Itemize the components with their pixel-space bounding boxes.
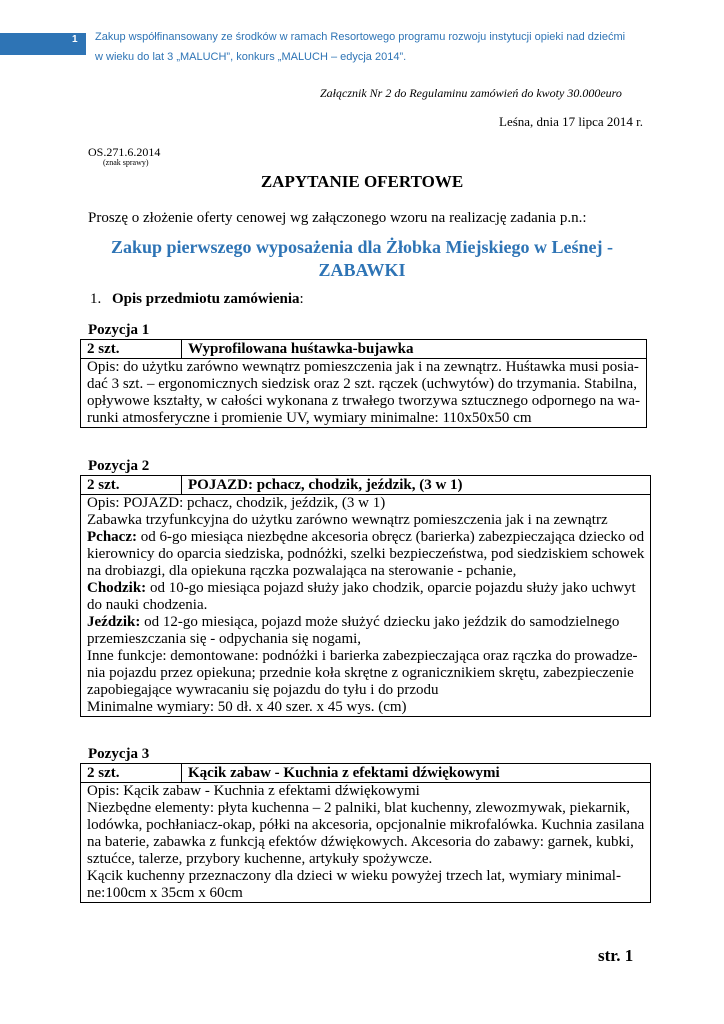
description-line [87,614,644,631]
description-text: Opis: do użytku zarówno wewnątrz pomieszczenia jak i na zewnątrz. Huśtawka musi posia- [87,359,639,375]
description-text: od 6-go miesiąca niezbędne akcesoria obręcz (barierka) zabezpieczająca dziecko od [136,529,645,545]
description-line [87,868,644,885]
description-term: Chodzik: [87,580,147,596]
description-line [87,529,644,546]
description-text: Inne funkcje: demontowane: podnóżki i barierka zabezpieczająca oraz rączka do prowadze- [87,648,638,664]
position-2-label: Pozycja 2 [88,458,150,474]
description-text: Zabawka trzyfunkcyjna do użytku zarówno wewnątrz pomieszczenia jak i na zewnątrz [87,512,608,528]
description-text: na baterie, zabawka z funkcją efektów dźwiękowych. Akcesoria do zabawy: garnek, kubki, [87,834,634,850]
description-text: przemieszczania się - odpychania się nogami, [87,631,362,647]
section-number: 1. [90,291,102,307]
description-text: nia pojazdu przez opiekuna; przednie koła skrętne z ogranicznikiem skrętu, zabezpieczenie [87,665,634,681]
position-2-qty: 2 szt. [81,476,182,495]
description-term: Pchacz: [87,529,137,545]
description-line [87,393,640,410]
subject-line-2: ZABAWKI [318,260,406,280]
description-text: dać 3 szt. – ergonomicznych siedzisk oraz 2 szt. rączek (uchwytów) do trzymania. Stabilna, [87,376,637,392]
description-line [87,885,644,902]
description-line [87,512,644,529]
description-line [87,699,644,716]
description-text: od 12-go miesiąca, pojazd może służyć dziecku jako jeździk do samodzielnego [140,614,620,630]
description-text: Opis: Kącik zabaw - Kuchnia z efektami dźwiękowymi [87,783,420,799]
position-3-name: Kącik zabaw - Kuchnia z efektami dźwiękowymi [182,764,651,783]
header-line-2: w wieku do lat 3 „MALUCH”, konkurs „MALUCH – edycja 2014”. [95,51,407,63]
description-text: Niezbędne elementy: płyta kuchenna – 2 palniki, blat kuchenny, zlewozmywak, piekarnik, [87,800,631,816]
description-line [87,834,644,851]
document-title: ZAPYTANIE OFERTOWE [260,172,464,191]
description-text: na drobiazgi, dla opiekuna rączka pozwalająca na sterowanie - pchanie, [87,563,517,579]
case-note: (znak sprawy) [103,158,149,167]
position-1-qty: 2 szt. [81,340,182,359]
position-3-description [81,783,651,903]
description-line [87,631,644,648]
description-text: zapobiegające wywracaniu się pojazdu do tyłu i do przodu [87,682,439,698]
position-3-table [80,763,651,903]
description-text: ne:100cm x 35cm x 60cm [87,885,243,901]
description-text: od 10-go miesiąca pojazd służy jako chodzik, oparcie pojazdu służy jako uchwyt [146,580,636,596]
page-footer: str. 1 [598,946,634,965]
description-line [87,376,640,393]
annex-note: Załącznik Nr 2 do Regulaminu zamówień do kwoty 30.000euro [320,86,622,100]
position-3-qty: 2 szt. [81,764,182,783]
subject-line-1: Zakup pierwszego wyposażenia dla Żłobka Miejskiego w Leśnej - [110,237,614,257]
description-line [87,800,644,817]
section-label: Opis przedmiotu zamówienia [112,291,300,307]
description-line [87,851,644,868]
description-text: Kącik kuchenny przeznaczony dla dzieci w wieku powyżej trzech lat, wymiary minimal- [87,868,621,884]
position-1-name: Wyprofilowana huśtawka-bujawka [182,340,647,359]
description-text: opływowe kształty, w całości wykonana z trwałego tworzywa sztucznego odpornego na wa- [87,393,641,409]
header-page-number: 1 [72,34,78,45]
place-date: Leśna, dnia 17 lipca 2014 r. [499,114,644,129]
description-line [87,563,644,580]
description-line [87,580,644,597]
description-text: do nauki chodzenia. [87,597,208,613]
position-1-label: Pozycja 1 [88,322,150,338]
intro-text: Proszę o złożenie oferty cenowej wg załączonego wzoru na realizację zadania p.n.: [88,210,587,226]
section-heading [90,291,304,308]
description-text: kierownicy do oparcia siedziska, podnóżki, szelki bezpieczeństwa, pod siedziskiem schowek [87,546,645,562]
section-suffix: : [299,291,304,307]
position-2-name: POJAZD: pchacz, chodzik, jeździk, (3 w 1) [182,476,651,495]
description-text: Opis: POJAZD: pchacz, chodzik, jeździk, (3 w 1) [87,495,386,511]
description-line [87,359,640,376]
case-number: OS.271.6.2014 [88,145,161,159]
description-line [87,817,644,834]
position-1-table [80,339,647,428]
description-line [87,495,644,512]
order-subject [90,236,634,282]
description-line [87,682,644,699]
description-text: runki atmosferyczne i promienie UV, wymiary minimalne: 110x50x50 cm [87,410,532,426]
description-text: lodówka, pochłaniacz-okap, półki na akcesoria, opcjonalnie mikrofalówka. Kuchnia zasilana [87,817,645,833]
position-3-label: Pozycja 3 [88,746,150,762]
description-text: sztućce, talerze, przybory kuchenne, artykuły spożywcze. [87,851,433,867]
description-text: Minimalne wymiary: 50 dł. x 40 szer. x 45 wys. (cm) [87,699,407,715]
description-line [87,648,644,665]
description-line [87,665,644,682]
description-line [87,597,644,614]
position-2-table [80,475,651,717]
position-1-description [81,359,647,428]
position-2-description [81,495,651,717]
header-line-1: Zakup współfinansowany ze środków w ramach Resortowego programu rozwoju instytucji opieki nad dziećmi [95,31,626,43]
description-line [87,546,644,563]
description-line [87,410,640,427]
description-line [87,783,644,800]
description-term: Jeździk: [87,614,141,630]
